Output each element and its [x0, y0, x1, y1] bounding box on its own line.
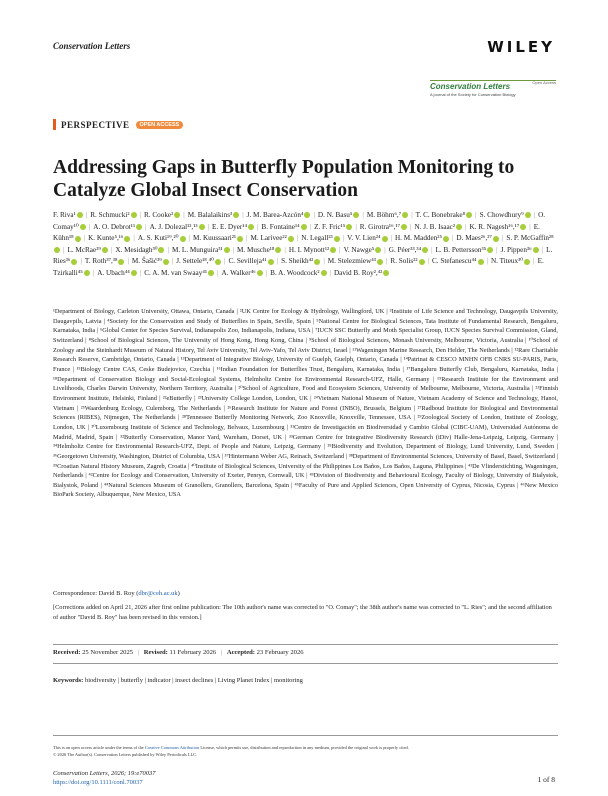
author-separator: | — [265, 268, 268, 277]
author-name: C. A. M. van Swaay⁴¹ — [144, 268, 207, 277]
orcid-icon[interactable] — [208, 270, 214, 276]
author-name: S. Sheikh⁴² — [281, 257, 314, 266]
orcid-icon[interactable] — [248, 224, 254, 230]
author-separator: | — [501, 234, 504, 243]
orcid-icon[interactable] — [520, 224, 526, 230]
author-separator: | — [410, 222, 412, 231]
author-name: J. Settele¹⁸,⁴⁰ — [176, 257, 214, 266]
author-name: S. Chowdhury⁹ — [479, 211, 524, 219]
journal-logo-subtitle: A journal of the Society for Conservation Biology — [430, 92, 516, 97]
author-name: F. Riva¹ — [53, 211, 76, 219]
orcid-icon[interactable] — [174, 212, 180, 218]
orcid-icon[interactable] — [330, 247, 336, 253]
author-name: O. Comay¹⁰ — [53, 211, 546, 231]
orcid-icon[interactable] — [131, 270, 137, 276]
author-name: N. J. B. Isaac² — [414, 222, 455, 231]
author-name: M. Larivee²² — [250, 234, 287, 243]
author-name: V. Nawge⁵ — [343, 245, 375, 254]
author-separator: | — [541, 245, 544, 254]
author-name: T. Roth³⁷,³⁸ — [84, 257, 118, 266]
journal-name: Conservation Letters — [53, 41, 131, 51]
correspondence-label: Correspondence: — [53, 590, 98, 597]
author-name: M. Balalaikins³ — [187, 211, 233, 219]
open-access-badge: OPEN ACCESS — [136, 121, 184, 129]
author-name: T. C. Bonebrake⁸ — [415, 211, 466, 219]
orcid-icon[interactable] — [493, 236, 499, 242]
author-separator: | — [133, 234, 135, 243]
author-separator: | — [284, 245, 286, 254]
orcid-icon[interactable] — [419, 259, 425, 265]
author-separator: | — [309, 222, 312, 231]
author-separator: | — [329, 268, 331, 277]
orcid-icon[interactable] — [163, 259, 169, 265]
author-name: A. O. Debrot¹¹ — [93, 222, 136, 231]
author-name: C. Sevilleja⁴¹ — [228, 257, 267, 266]
orcid-icon[interactable] — [353, 212, 359, 218]
keywords — [53, 677, 303, 684]
orcid-icon[interactable] — [401, 224, 407, 230]
author-separator: | — [342, 234, 345, 243]
author-name: R. Cooke² — [143, 211, 174, 219]
author-name: M. Stelezmiew⁴³ — [327, 257, 376, 266]
author-separator: | — [384, 245, 386, 254]
author-name: G. Péer³³,³⁴ — [388, 245, 422, 254]
journal-logo — [430, 80, 556, 104]
footer-citation: Conservation Letters, 2026; 19:e70037 — [53, 770, 156, 777]
author-name: R. Solis²² — [390, 257, 418, 266]
orcid-icon[interactable] — [288, 236, 294, 242]
author-separator: | — [390, 234, 392, 243]
orcid-icon[interactable] — [237, 236, 243, 242]
author-name: D. N. Basu⁵ — [317, 211, 353, 219]
author-separator: | — [246, 234, 248, 243]
orcid-icon[interactable] — [466, 212, 472, 218]
author-name: M. Musche¹⁸ — [237, 245, 275, 254]
copyright: © 2026 The Author(s). Conservation Letters published by Wiley Periodicals LLC. — [53, 752, 198, 757]
orcid-icon[interactable] — [346, 224, 352, 230]
author-separator: | — [362, 211, 364, 219]
author-separator: | — [145, 222, 147, 231]
article-dates: Received: 25 November 2025 | Revised: 11 February 2026 | Accepted: 23 February 2026 — [53, 649, 304, 656]
author-separator: | — [171, 257, 174, 266]
author-name: X. Mesidagh³⁰ — [115, 245, 158, 254]
orcid-icon[interactable] — [487, 247, 493, 253]
divider — [53, 663, 558, 664]
orcid-icon[interactable] — [54, 247, 60, 253]
author-separator: | — [139, 268, 142, 277]
author-separator: | — [313, 211, 315, 219]
author-separator: | — [355, 222, 357, 231]
author-separator: | — [529, 222, 531, 231]
orcid-icon[interactable] — [375, 247, 381, 253]
author-separator: | — [63, 245, 65, 254]
author-name: B. Fontaine¹⁴ — [261, 222, 300, 231]
author-separator: | — [323, 257, 325, 266]
author-separator: | — [533, 211, 536, 219]
orcid-icon[interactable] — [382, 236, 388, 242]
orcid-icon[interactable] — [314, 259, 320, 265]
orcid-icon[interactable] — [84, 270, 90, 276]
accepted-label: Accepted: — [226, 649, 256, 656]
author-name: M. Böhm⁶,⁷ — [366, 211, 402, 219]
received-label: Received: — [53, 649, 81, 656]
author-separator: | — [242, 211, 244, 219]
author-separator: | — [217, 268, 219, 277]
author-name: J. Pippen³⁶ — [500, 245, 532, 254]
orcid-icon[interactable] — [443, 236, 449, 242]
affiliations: ¹Department of Biology, Carleton University, Ottawa, Ontario, Canada | ²UK Centre for Ecology & Hydrology, Wallingford, UK | ³Institute of Life Science and Technology, Daugavpils University, Daugavpils, Latvia | ⁴Society for the Conservation and Study of Butterflies in Spain, Seville, Spain | ⁵National Centre for Biological Sciences, Tata Institute of Fundamental Research, Bengaluru, Karnataka, India | ⁶Global Center for Species Survival, Indianapolis Zoo, Indianapolis, Indiana, USA | ⁷IUCN SSC Butterfly and Moth Specialist Group, IUCN Species Survival Commission, Gland, Switzerland | ⁸School of Biological Sciences, The University of Hong Kong, Hong Kong, China | ⁹School of Biological Sciences, Monash University, Melbourne, Victoria, Australia | ¹⁰School of Zoology and the Steinhardt Museum of Natural History, Tel Aviv University, Tel Aviv-Yafo, Tel Aviv District, Israel | ¹¹Wageningen Marine Research, Den Helder, The Netherlands | ¹²Rare Charitable Research Reserve, Cambridge, Ontario, Canada | ¹³Department of Integrative Biology, University of Guelph, Guelph, Ontario, Canada | ¹⁴Patrinat & CESCO MNHN OFB CNRS SU-PARIS, Paris, France | ¹⁵Biology Centre CAS, Ceske Budejovice, Czechia | ¹⁶Indian Foundation for Butterflies Trust, Bengaluru, Karnataka, India | ¹⁷Bangaluru Butterfly Club, Bengaluru, Karnataka, India | ¹⁸Department of Conservation Biology and Social-Ecological Systems, Helmholtz Centre for Environmental Research-UFZ, Halle, Germany | ¹⁹Research Institute for the Environment and Livelihoods, Charles Darwin University, Northern Territory, Australia | ²⁰School of Agriculture, Food and Ecosystem Sciences, University of Melbourne, Melbourne, Victoria, Australia | ²¹Finnish Environment Institute, Helsinki, Finland | ²²eButterfly | ²³University College London, London, UK | ²⁴Vietnam National Museum of Nature, Vietnam Academy of Science and Technology, Hanoi, Vietnam | ²⁵Waardenburg Ecology, Culemborg, The Netherlands | ²⁶Research Institute for Nature and Forest (INBO), Brussels, Belgium | ²⁷Radboud Institute for Biological and Environmental Sciences (RIBES), Nijmegen, The Netherlands | ²⁸Tennessee Butterfly Monitoring Network, Zoo Knoxville, Knoxville, Tennessee, USA | ²⁹Zoological Society of London, Institute of Zoology, London, UK | ³⁰Luxembourg Institute of Science and Technology, Belvaux, Luxembourg | ³¹Centro de Investigación en Biodiversidad y Cambio Global (CIBC-UAM), Universidad Autónoma de Madrid, Madrid, Spain | ³²Butterfly Conservation, Manor Yard, Wareham, Dorset, UK | ³³German Centre for Integrative Biodiversity Research (iDiv) Halle-Jena-Leipzig, Leipzig, Germany | ³⁴Helmholtz Centre for Environmental Research-UFZ, Dept. of People and Nature, Leipzig, Germany | ³⁵Biodiversity and Evolution, Department of Biology, Lund University, Lund, Sweden | ³⁶Georgetown University, Washington, District of Columbia, USA | ³⁷Hintermann Weber AG, Reinach, Switzerland | ³⁸Department of Environmental Sciences, University of Basel, Basel, Switzerland | ³⁹Croatian Natural History Museum, Zagreb, Croatia | ⁴⁰Institute of Biological Sciences, University of the Philippines Los Baños, Los Baños, Laguna, Philippines | ⁴¹De Vlinderstichting, Wageningen, Netherlands | ⁴²Centre for Ecology and Conservation, University of Exeter, Penryn, Cornwall, UK | ⁴³Division of Biodiversity and Behavioural Ecology, Faculty of Biology, University of Bialystok, Bialystok, Poland | ⁴⁴Natural Sciences Museum of Granollers, Granollers, Barcelona, Spain | ⁴⁵Faculty of Pure and Applied Sciences, Open University of Cyprus, Nicosia, Cyprus | ⁴⁶New Mexico BioPark Society, Albuquerque, New Mexico, USA — [53, 308, 558, 499]
author-separator: | — [533, 257, 535, 266]
article-type — [53, 119, 183, 130]
author-separator: | — [110, 245, 113, 254]
author-name: S. P. McGaffin²⁸ — [506, 234, 554, 243]
accepted-date: 23 February 2026 — [256, 649, 304, 656]
author-separator: | — [296, 234, 299, 243]
orcid-icon[interactable] — [180, 236, 186, 242]
author-separator: | — [385, 257, 388, 266]
orcid-icon[interactable] — [456, 224, 462, 230]
author-name: A. Walker⁴⁶ — [221, 268, 256, 277]
author-separator: | — [276, 257, 279, 266]
author-name: N. Titeux³⁰ — [490, 257, 524, 266]
orcid-icon[interactable] — [275, 247, 281, 253]
author-name: A. S. Kuti¹⁹,²⁰ — [137, 234, 179, 243]
orcid-icon[interactable] — [124, 236, 130, 242]
author-name: H. M. Madden²⁵ — [394, 234, 442, 243]
orcid-icon[interactable] — [71, 259, 77, 265]
author-name: N. Legall²³ — [301, 234, 333, 243]
author-name: R. Girotra¹⁶,¹⁷ — [359, 222, 401, 231]
author-separator: | — [496, 245, 498, 254]
license-pre: This is an open access article under the terms of the — [53, 745, 145, 750]
author-separator: | — [475, 211, 477, 219]
orcid-icon[interactable] — [118, 259, 124, 265]
author-name: H. I. Mynott¹² — [288, 245, 330, 254]
author-separator: | — [207, 222, 209, 231]
divider — [53, 644, 558, 645]
correspondence-email[interactable]: dbr@ceh.ac.uk — [138, 590, 178, 597]
author-separator: | — [464, 222, 467, 231]
author-name: K. R. Nagesh¹⁶,¹⁷ — [469, 222, 520, 231]
orcid-icon[interactable] — [257, 270, 263, 276]
orcid-icon[interactable] — [402, 212, 408, 218]
orcid-icon[interactable] — [224, 247, 230, 253]
author-name: A. J. Dolezal¹²,¹³ — [149, 222, 198, 231]
author-separator: | — [339, 245, 341, 254]
author-name: C. Stefanescu⁴⁴ — [431, 257, 477, 266]
orcid-icon[interactable] — [334, 236, 340, 242]
orcid-icon[interactable] — [77, 212, 83, 218]
orcid-icon[interactable] — [478, 259, 484, 265]
article-type-label: PERSPECTIVE — [61, 119, 130, 130]
author-name: R. Schmucki² — [90, 211, 130, 219]
orcid-icon[interactable] — [533, 247, 539, 253]
author-name: E. E. Dyer¹⁴ — [211, 222, 247, 231]
author-separator: | — [85, 211, 88, 219]
orcid-icon[interactable] — [321, 270, 327, 276]
author-name: M. L. Munguira³¹ — [171, 245, 223, 254]
orcid-icon[interactable] — [233, 212, 239, 218]
received-date: 25 November 2025 — [82, 649, 134, 656]
orcid-icon[interactable] — [80, 224, 86, 230]
orcid-icon[interactable] — [215, 259, 221, 265]
author-separator: | — [88, 222, 91, 231]
author-name: J. M. Barea-Azcón⁴ — [246, 211, 304, 219]
author-separator: | — [411, 211, 413, 219]
author-list — [53, 210, 558, 280]
author-separator: | — [431, 245, 433, 254]
orcid-icon[interactable] — [268, 259, 274, 265]
author-name: M. Šašić³⁹ — [131, 257, 162, 266]
orcid-icon[interactable] — [525, 212, 531, 218]
author-name: E. Tzirkalli⁴⁵ — [53, 257, 544, 277]
orcid-icon[interactable] — [199, 224, 205, 230]
license-post: License, which permits use, distribution and reproduction in any medium, provided the original work is properly cited. — [199, 745, 409, 750]
author-name: V. V. Lien²⁴ — [347, 234, 381, 243]
author-name: D. Maes²⁶,²⁷ — [456, 234, 492, 243]
orcid-icon[interactable] — [304, 212, 310, 218]
author-separator: | — [188, 234, 190, 243]
author-name: L. B. Pettersson³⁵ — [435, 245, 487, 254]
author-separator: | — [167, 245, 169, 254]
orcid-icon[interactable] — [131, 212, 137, 218]
author-separator: | — [92, 268, 95, 277]
author-name: M. Kuussaari²¹ — [192, 234, 237, 243]
open-access-mark: Open Access — [532, 80, 556, 85]
orcid-icon[interactable] — [383, 270, 389, 276]
license-notice — [53, 744, 558, 758]
author-separator: | — [486, 257, 488, 266]
orcid-icon[interactable] — [301, 224, 307, 230]
publisher-logo: WILEY — [487, 38, 555, 56]
divider — [53, 735, 558, 736]
orcid-icon[interactable] — [377, 259, 383, 265]
journal-logo-title: Conservation Letters — [430, 80, 556, 91]
keywords-text: biodiversity | butterfly | indicator | insect declines | Living Planet Index | monitoring — [84, 677, 303, 684]
author-name: E. Kühn¹⁸ — [53, 222, 540, 243]
orcid-icon[interactable] — [524, 259, 530, 265]
author-name: B. A. Woodcock² — [270, 268, 320, 277]
orcid-icon[interactable] — [75, 236, 81, 242]
revised-label: Revised: — [143, 649, 168, 656]
orcid-icon[interactable] — [136, 224, 142, 230]
author-separator: | — [223, 257, 226, 266]
author-name: David B. Roy²,⁴² — [333, 268, 383, 277]
revised-date: 11 February 2026 — [169, 649, 217, 656]
correspondence: Correspondence: David B. Roy (dbr@ceh.ac.uk) — [53, 590, 180, 597]
author-separator: | — [451, 234, 454, 243]
footer-doi[interactable]: https://doi.org/10.1111/conl.70037 — [53, 779, 143, 786]
orcid-icon[interactable] — [102, 247, 108, 253]
author-name: L. Ries³⁶ — [53, 245, 553, 266]
keywords-label: Keywords: — [53, 677, 84, 684]
orcid-icon[interactable] — [158, 247, 164, 253]
correspondence-name: David B. Roy — [98, 590, 135, 597]
author-separator: | — [183, 211, 185, 219]
author-name: Z. F. Fric¹⁵ — [314, 222, 346, 231]
author-separator: | — [80, 257, 82, 266]
article-title: Addressing Gaps in Butterfly Population Monitoring to Catalyze Global Insect Conservation — [53, 157, 515, 201]
author-name: L. McRae²⁹ — [67, 245, 101, 254]
author-name: A. Ubach⁴⁴ — [97, 268, 130, 277]
author-separator: | — [127, 257, 129, 266]
author-separator: | — [83, 234, 86, 243]
author-name: K. Kunte⁵,¹⁶ — [88, 234, 124, 243]
author-separator: | — [256, 222, 259, 231]
author-separator: | — [232, 245, 235, 254]
page-number: 1 of 8 — [537, 775, 555, 784]
orcid-icon[interactable] — [422, 247, 428, 253]
article-type-bar — [53, 119, 56, 130]
author-separator: | — [139, 211, 141, 219]
corrections-note: [Corrections added on April 21, 2026 after first online publication: The 10th author's name was corrected to "O. Comay"; the 38th author's name was corrected to "L. Ries"; and the second affiliation of author "David B. Roy" has been revised in this version.] — [53, 604, 552, 621]
author-separator: | — [427, 257, 429, 266]
license-link[interactable]: Creative Commons Attribution — [144, 745, 200, 750]
